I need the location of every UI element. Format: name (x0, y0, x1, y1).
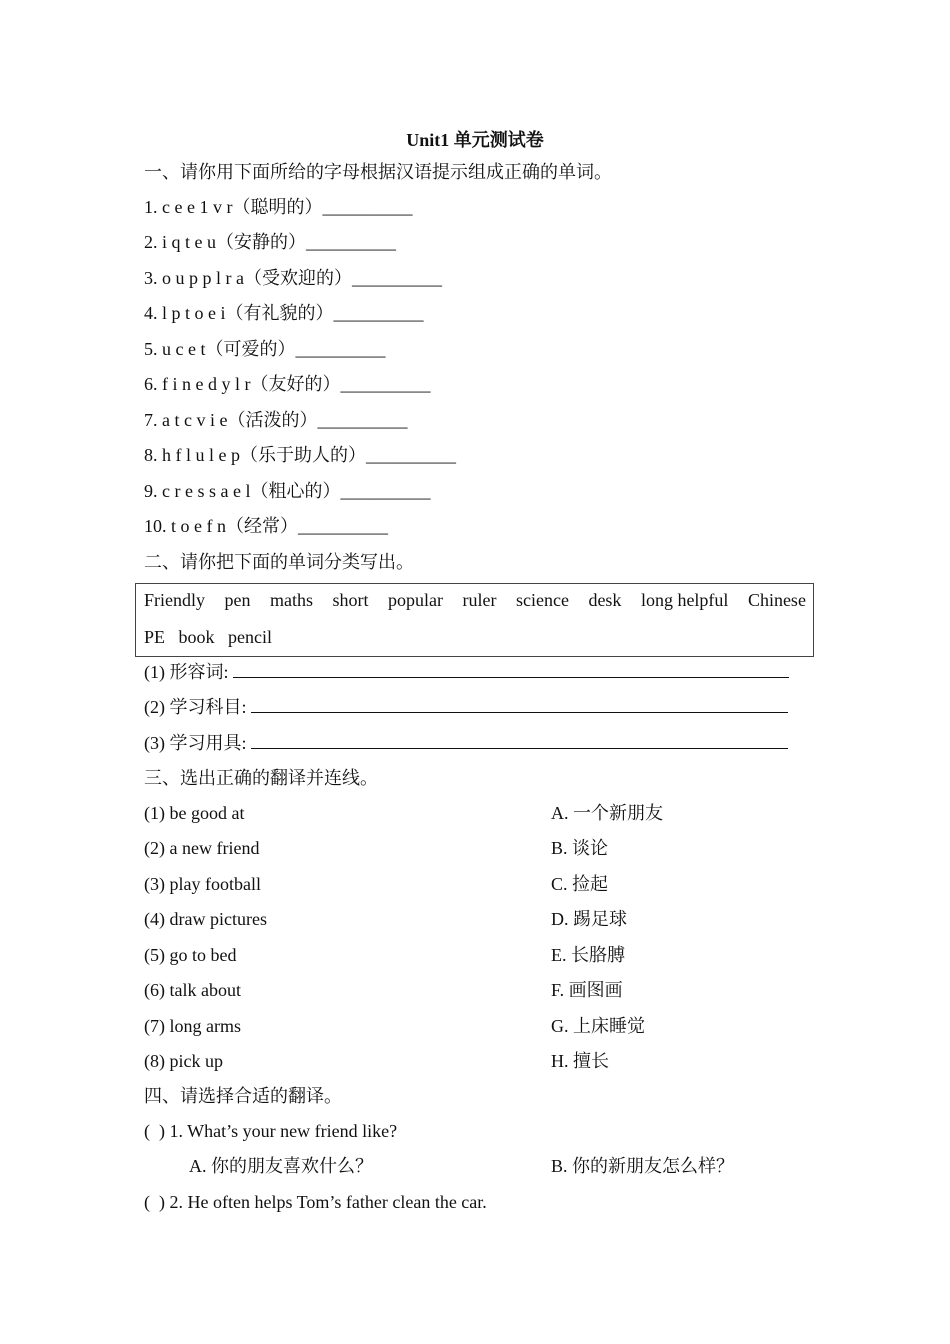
section1-heading: 一、请你用下面所给的字母根据汉语提示组成正确的单词。 (144, 162, 612, 182)
category-label: (2) 学习科目: (144, 697, 251, 717)
match-left-8: (8) pick up (144, 1051, 223, 1071)
category-label: (3) 学习用具: (144, 733, 251, 753)
word-item-10: 10. t o e f n（经常）__________ (144, 516, 388, 536)
word-item-2: 2. i q t e u（安静的）__________ (144, 232, 396, 252)
word-bank-word: ruler (462, 590, 497, 610)
match-right-g: G. 上床睡觉 (551, 1016, 645, 1036)
match-left-6: (6) talk about (144, 980, 241, 1000)
question-2: ( ) 2. He often helps Tom’s father clean the car. (144, 1192, 487, 1212)
word-bank-word: pen (224, 590, 251, 610)
match-right-b: B. 谈论 (551, 838, 609, 858)
match-right-d: D. 踢足球 (551, 909, 627, 929)
word-bank-word: maths (270, 590, 313, 610)
word-item-9: 9. c r e s s a e l（粗心的）__________ (144, 481, 431, 501)
match-left-4: (4) draw pictures (144, 909, 267, 929)
match-left-5: (5) go to bed (144, 945, 237, 965)
category-label: (1) 形容词: (144, 662, 233, 682)
section2-heading: 二、请你把下面的单词分类写出。 (144, 552, 414, 572)
question-1: ( ) 1. What’s your new friend like? (144, 1121, 398, 1141)
word-bank-word: long helpful (640, 590, 729, 610)
word-item-7: 7. a t c v i e（活泼的）__________ (144, 410, 408, 430)
word-bank-row-2: PE book pencil (144, 627, 272, 647)
match-left-2: (2) a new friend (144, 838, 260, 858)
word-bank-row-1 (144, 589, 806, 611)
match-left-3: (3) play football (144, 874, 261, 894)
match-right-e: E. 长胳膊 (551, 945, 625, 965)
word-item-5: 5. u c e t（可爱的）__________ (144, 339, 386, 359)
category-supplies (144, 732, 788, 754)
word-item-1: 1. c e e 1 v r（聪明的）__________ (144, 197, 413, 217)
answer-blank (233, 663, 789, 678)
word-item-8: 8. h f l u l e p（乐于助人的）__________ (144, 445, 456, 465)
page-title: Unit1 单元测试卷 (406, 130, 544, 150)
match-left-1: (1) be good at (144, 803, 245, 823)
match-right-h: H. 擅长 (551, 1051, 609, 1071)
match-right-a: A. 一个新朋友 (551, 803, 663, 823)
word-bank-word: science (515, 590, 569, 610)
category-adjectives (144, 661, 789, 683)
answer-blank (251, 698, 788, 713)
word-bank-word: Chinese (747, 590, 806, 610)
match-right-f: F. 画图画 (551, 980, 623, 1000)
word-bank-word: popular (388, 590, 443, 610)
word-item-3: 3. o u p p l r a（受欢迎的）__________ (144, 268, 442, 288)
question-1-option-a: A. 你的朋友喜欢什么？ (189, 1156, 373, 1176)
word-item-4: 4. l p t o e i（有礼貌的）__________ (144, 303, 424, 323)
word-bank-word: Friendly (144, 590, 205, 610)
section4-heading: 四、请选择合适的翻译。 (144, 1086, 342, 1106)
section3-heading: 三、选出正确的翻译并连线。 (144, 768, 378, 788)
answer-blank (251, 734, 788, 749)
word-bank-word: desk (588, 590, 622, 610)
word-bank-box (135, 583, 814, 657)
word-bank-word: short (332, 590, 369, 610)
match-left-7: (7) long arms (144, 1016, 241, 1036)
match-right-c: C. 捡起 (551, 874, 609, 894)
question-1-option-b: B. 你的新朋友怎么样？ (551, 1156, 735, 1176)
category-subjects (144, 696, 788, 718)
word-item-6: 6. f i n e d y l r（友好的）__________ (144, 374, 431, 394)
